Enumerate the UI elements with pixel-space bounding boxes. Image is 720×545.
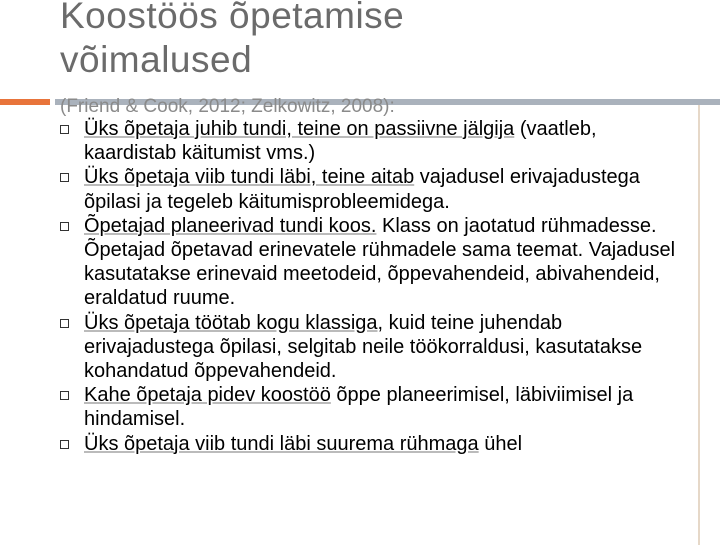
square-bullet-icon [60, 173, 69, 182]
item-lead-text: Kahe õpetaja pidev koostöö [84, 384, 331, 407]
list-item [58, 383, 688, 431]
item-rest-text: (vaatleb, kaardistab käitumist vms.) [84, 118, 597, 165]
square-bullet-icon [60, 440, 69, 449]
item-lead-text: Üks õpetaja töötab kogu klassiga [84, 311, 378, 334]
list-item [58, 214, 688, 311]
divider-accent [0, 99, 50, 105]
slide-title-line-2: võimalused [60, 39, 253, 80]
square-bullet-icon [60, 125, 69, 134]
slide-subtitle: (Friend & Cook, 2012; Zelkowitz, 2008): [60, 96, 395, 117]
item-rest-text: Klass on jaotatud rühmadesse. Õpetajad õpetavad erinevatele rühmadele sama teemat. Vajadusel kasutatakse erinevaid meetodeid, õppevahendeid, abivahendeid, eraldatud ruume. [84, 214, 676, 310]
list-item [58, 165, 688, 213]
item-rest-text: , kuid teine juhendab erivajadustega õpilasi, selgitab neile töökorraldusi, kasutatakse kohandatud õppevahendeid. [84, 311, 643, 383]
slide-right-border [698, 105, 700, 545]
square-bullet-icon [60, 319, 69, 328]
item-rest-text: ühel [478, 432, 523, 455]
bullet-list [58, 117, 688, 456]
square-bullet-icon [60, 391, 69, 400]
slide-title-line-1: Koostöös õpetamise [60, 0, 405, 36]
list-item [58, 311, 688, 384]
list-item [58, 432, 688, 456]
item-lead-text: Üks õpetaja juhib tundi, teine on passiivne jälgija [84, 118, 515, 140]
list-item [58, 117, 688, 165]
item-lead-text: Üks õpetaja viib tundi läbi suurema rühmaga [84, 432, 479, 455]
item-lead-text: Õpetajad planeerivad tundi koos. [84, 214, 377, 237]
square-bullet-icon [60, 222, 69, 231]
item-lead-text: Üks õpetaja viib tundi läbi, teine aitab [84, 166, 415, 189]
slide-title [60, 0, 700, 82]
item-rest-text: vajadusel erivajadustega õpilasi ja tegeleb käitumisprobleemidega. [84, 166, 640, 213]
item-rest-text: õppe planeerimisel, läbiviimisel ja hindamisel. [84, 384, 634, 431]
